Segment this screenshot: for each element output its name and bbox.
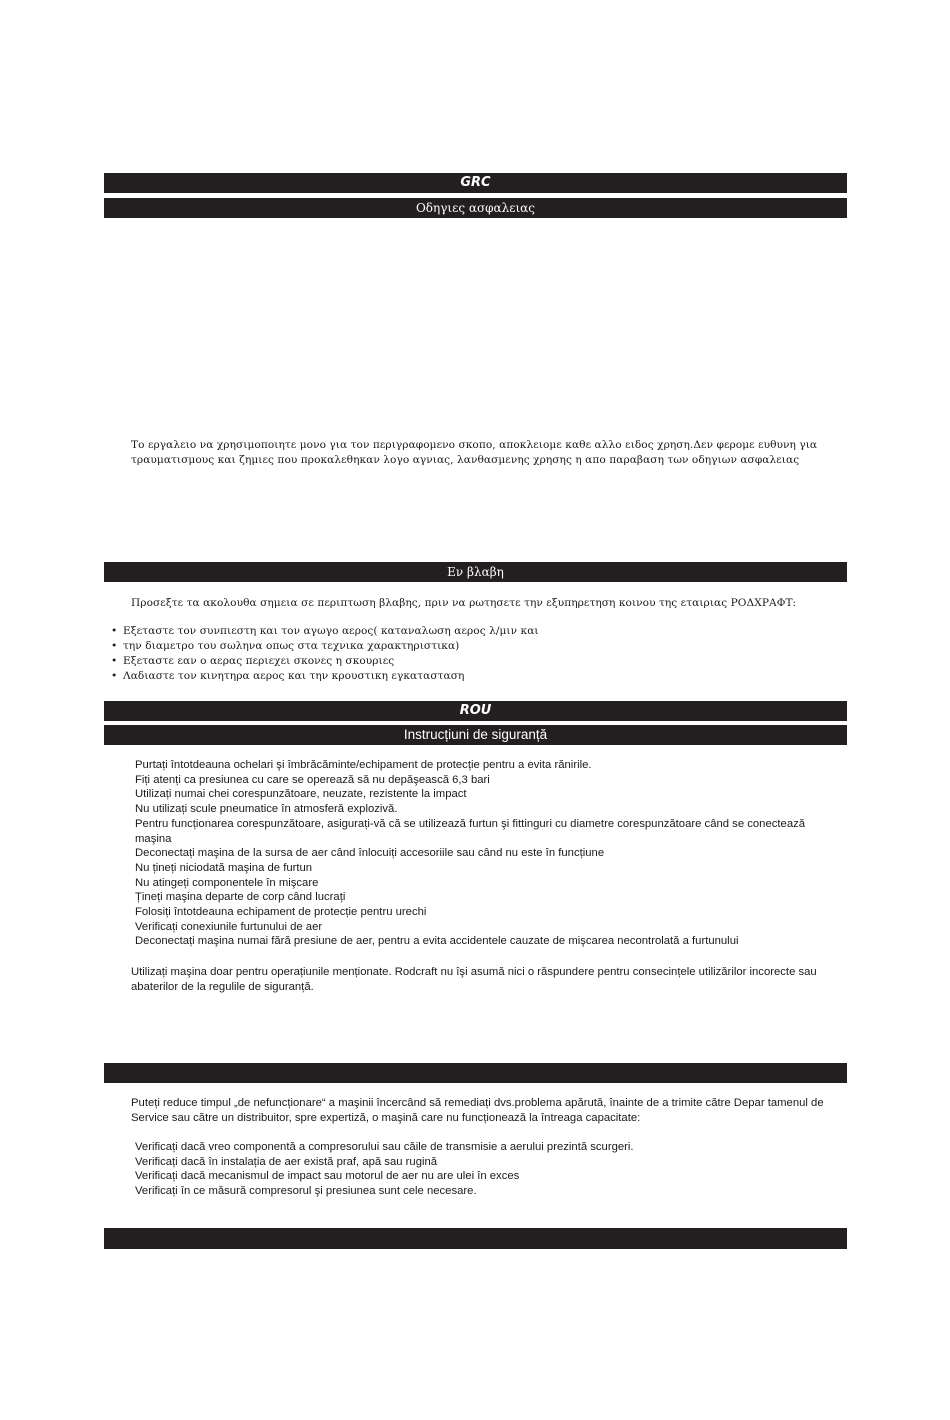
list-item: Fiți atenți ca presiunea cu care se operează să nu depăşească 6,3 bari (135, 773, 490, 786)
list-item: Nu atingeți componentele în mişcare (135, 876, 319, 889)
list-item: Verificați dacă în instalația de aer există praf, apă sau rugină (135, 1155, 438, 1168)
list-item: Deconectați maşina de la sursa de aer când înlocuiți accesoriile sau când nu este în funcțiune (135, 847, 605, 860)
grc-fault-list (111, 624, 831, 684)
rou-fault-title (104, 1063, 847, 1083)
list-item: Țineți maşina departe de corp când lucrați (135, 891, 346, 904)
list-item: Utilizați numai chei corespunzătoare, neuzate, rezistente la impact (135, 788, 467, 801)
rou-fault-list (135, 1140, 825, 1199)
list-item: • Εξεταστε τον συνπιεστη και τον αγωγο αερος( καταναλωση αερος λ/μιν και (111, 624, 831, 639)
rou-fault-intro: Puteți reduce timpul „de nefuncționare“ a maşinii încercând să remediați dvs.problema apărută, înainte de a trimite către Depar tamenul de Service sau către un distribuitor, spre expertiză, o maşină care nu funcționează la întreaga capacitate: (131, 1097, 824, 1124)
list-item: Folosiți întotdeauna echipament de protecție pentru urechi (135, 906, 427, 919)
rou-safety-note: Utilizați maşina doar pentru operațiunile menționate. Rodcraft nu îşi asumă nici o răspundere pentru consecințele utilizărilor incorecte sau abaterilor de la regulile de siguranță. (131, 966, 817, 993)
list-item: • Λαδιαστε τον κινητηρα αερος και την κρουστικη εγκατασταση (111, 669, 831, 684)
grc-safety-paragraph: Το εργαλειο να χρησιμοποιητε μονο για τον περιγραφομενο σκοπο, αποκλειομε καθε αλλο ειδος χρηση.Δεν φερομε ευθυνη για τραυματισμους και ζημιες που προκαλεθηκαν λογο αγνιας, λανθασμενης χρησης η απο παραβαση των οδηγιων ασφαλειας (131, 439, 818, 466)
list-item: Pentru funcționarea corespunzătoare, asigurați-vă că se utilizează furtun şi fittinguri cu diametre corespunzătoare când se conectează maşina (135, 817, 806, 845)
list-item: Verificați dacă vreo componentă a compresorului sau căile de transmisie a aerului prezintă scurgeri. (135, 1141, 634, 1153)
grc-language-header: GRC (104, 173, 847, 193)
list-item: Purtați întotdeauna ochelari şi îmbrăcăminte/echipament de protecție pentru a evita rănirile. (135, 759, 592, 771)
list-item: Verificați dacă mecanismul de impact sau motorul de aer nu are ulei în exces (135, 1170, 520, 1183)
list-item: Deconectați maşina numai fără presiune de aer, pentru a evita accidentele cauzate de mişcarea necontrolată a furtunului (135, 935, 739, 948)
list-item: Verificați conexiunile furtunului de aer (135, 920, 323, 933)
rou-bottom-bar (104, 1228, 847, 1249)
grc-safety-title: Οδηγιες ασφαλειας (104, 198, 847, 218)
grc-fault-title: Εν βλαβη (104, 562, 847, 582)
list-item: Nu utilizați scule pneumatice în atmosferă explozivă. (135, 803, 398, 816)
list-item: • Εξεταστε εαν ο αερας περιεχει σκονες η σκουριες (111, 654, 831, 669)
list-item: Nu țineți niciodată maşina de furtun (135, 861, 313, 874)
rou-safety-list (135, 758, 825, 949)
rou-language-header: ROU (104, 701, 847, 721)
list-item: Verificați în ce măsură compresorul şi presiunea sunt cele necesare. (135, 1185, 477, 1198)
list-item: • την διαμετρο του σωληνα οπως στα τεχνικα χαρακτηριστικα) (111, 639, 831, 654)
grc-fault-intro: Προσεξτε τα ακολουθα σημεια σε περιπτωση βλαβης, πριν να ρωτησετε την εξυπηρετηση κοινου της εταιριας ΡΟΔΧΡΑΦΤ: (131, 597, 797, 609)
rou-safety-title: Instrucțiuni de siguranță (104, 725, 847, 745)
